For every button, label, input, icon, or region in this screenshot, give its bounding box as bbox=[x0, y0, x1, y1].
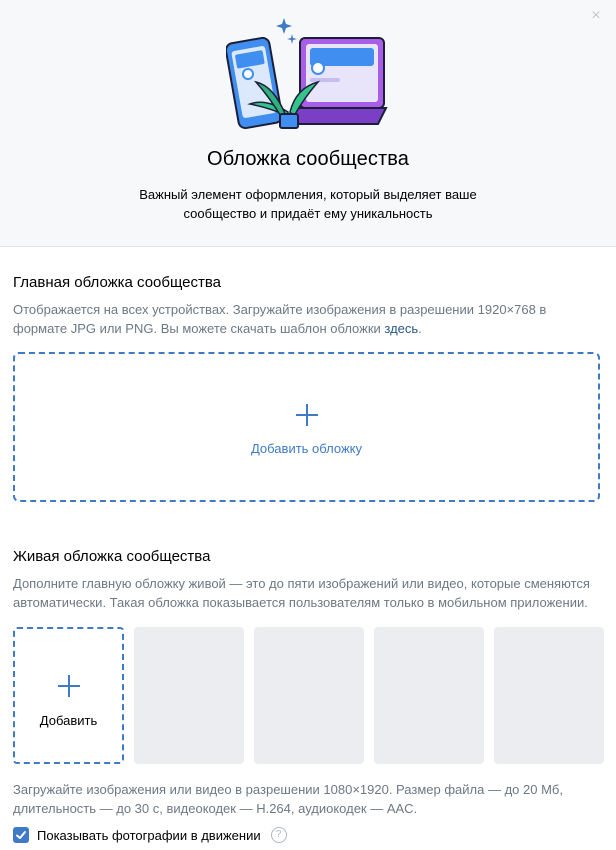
help-icon[interactable]: ? bbox=[271, 827, 287, 843]
main-cover-desc-text: Отображается на всех устройствах. Загружайте изображения в разрешении 1920×768 в формате JPG или PNG. Вы можете скачать шаблон обложки bbox=[13, 302, 547, 336]
motion-photos-label: Показывать фотографии в движении bbox=[37, 827, 261, 843]
add-main-cover-dropzone[interactable] bbox=[13, 352, 600, 502]
live-cover-slot bbox=[254, 627, 364, 764]
live-cover-requirements: Загружайте изображения или видео в разрешении 1080×1920. Размер файла — до 20 Мб, длительность — до 30 с, видеокодек — H.264, аудиокодек — AAC. bbox=[13, 782, 563, 816]
page-subtitle: Важный элемент оформления, который выделяет ваше сообщество и придаёт ему уникальность bbox=[139, 187, 477, 221]
page-title: Обложка сообщества bbox=[207, 148, 409, 170]
motion-photos-toggle[interactable] bbox=[13, 825, 287, 845]
devices-illustration-icon bbox=[226, 12, 392, 132]
close-icon[interactable]: × bbox=[591, 7, 601, 24]
main-cover-description bbox=[13, 300, 603, 338]
live-cover-description: Дополните главную обложку живой — это до пяти изображений или видео, которые сменяются автоматически. Такая обложка показывается пользователям только в мобильном приложении. bbox=[13, 576, 590, 610]
main-cover-title: Главная обложка сообщества bbox=[13, 274, 222, 291]
add-live-cover-button[interactable] bbox=[13, 627, 124, 764]
add-main-cover-label: Добавить обложку bbox=[250, 441, 362, 456]
add-live-cover-label: Добавить bbox=[39, 713, 98, 728]
plus-icon bbox=[296, 404, 318, 426]
live-cover-slot bbox=[134, 627, 244, 764]
live-cover-slot bbox=[494, 627, 604, 764]
live-cover-title: Живая обложка сообщества bbox=[13, 548, 211, 565]
plus-icon bbox=[58, 675, 80, 697]
template-download-link[interactable]: здесь bbox=[384, 321, 419, 336]
checkmark-icon bbox=[15, 829, 27, 841]
live-cover-slot bbox=[374, 627, 484, 764]
motion-photos-checkbox[interactable] bbox=[13, 827, 29, 843]
modal-header bbox=[0, 0, 616, 247]
main-cover-desc-end: . bbox=[418, 321, 422, 336]
